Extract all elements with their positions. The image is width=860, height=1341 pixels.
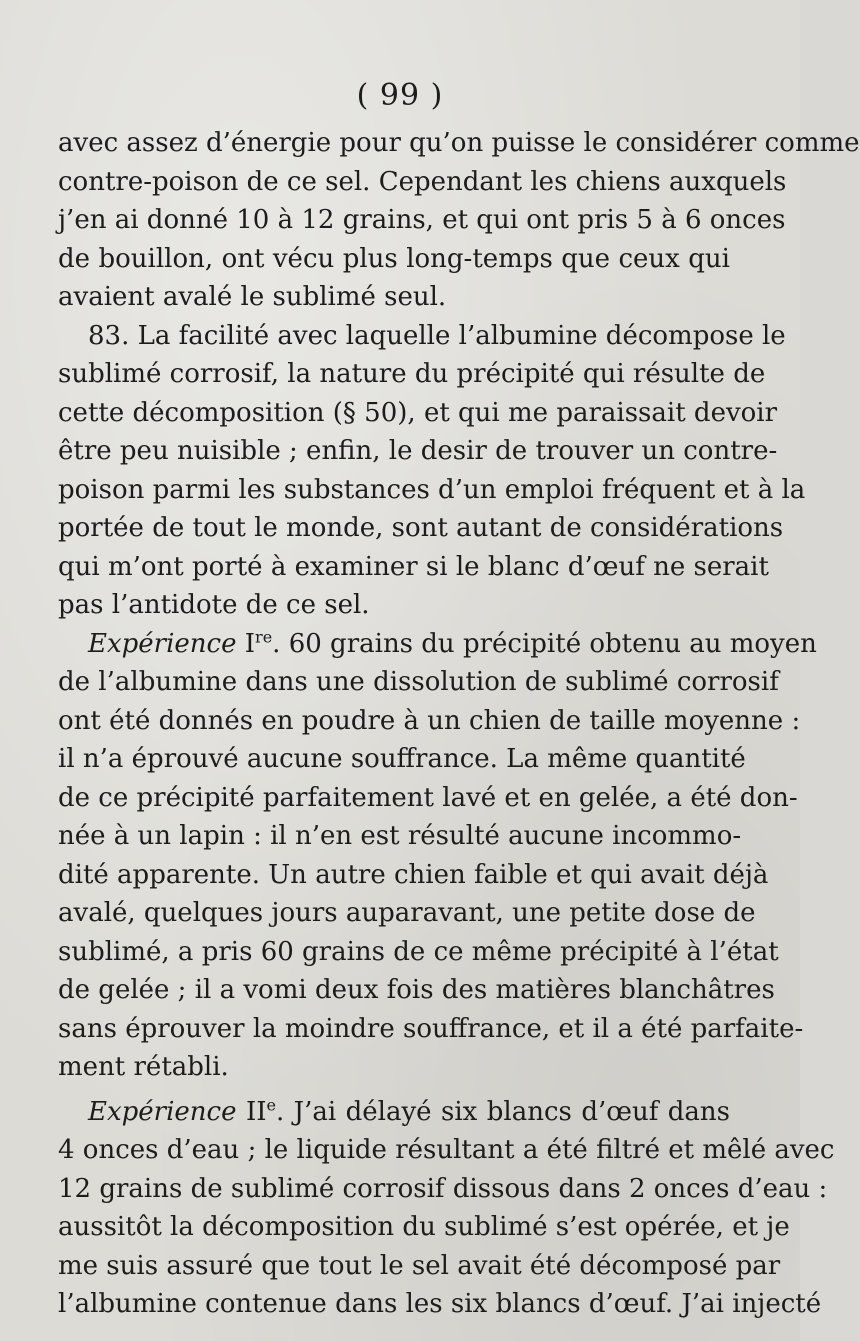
text-line: avec assez d’énergie pour qu’on puisse le considérer comme	[58, 128, 860, 158]
text-line: qui m’ont porté à examiner si le blanc d’œuf ne serait	[58, 551, 769, 582]
text-line: cette décomposition (§ 50), et qui me paraissait devoir	[58, 397, 778, 428]
text-line: être peu nuisible ; enfin, le desir de trouver un contre-	[58, 436, 778, 466]
text-line: de gelée ; il a vomi deux fois des matières blanchâtres	[58, 975, 775, 1005]
text-line: de ce précipité parfaitement lavé et en gelée, a été don-	[58, 782, 798, 813]
page-number: ( 99 )	[356, 78, 444, 113]
text-line: de bouillon, ont vécu plus long-temps que ceux qui	[58, 243, 730, 274]
experience-number-suffix: e	[266, 1094, 276, 1114]
text-line: aussitôt la décomposition du sublimé s’est opérée, et je	[58, 1212, 790, 1242]
text-line	[58, 625, 817, 664]
experience-label: Expérience	[88, 628, 237, 659]
text-line: l’albumine contenue dans les six blancs d’œuf. J’ai injecté	[58, 1289, 822, 1319]
text-line: portée de tout le monde, sont autant de considérations	[58, 513, 784, 543]
text-line: poison parmi les substances d’un emploi fréquent et à la	[58, 474, 806, 505]
experience-first-line: . J’ai délayé six blancs d’œuf dans	[275, 1096, 730, 1127]
body-text	[58, 124, 860, 1324]
text-line: pas l’antidote de ce sel.	[58, 590, 370, 620]
experience-first-line: . 60 grains du précipité obtenu au moyen	[272, 628, 817, 659]
paragraph-experience-2	[58, 1093, 835, 1324]
text-line: avaient avalé le sublimé seul.	[58, 282, 447, 312]
text-line: il n’a éprouvé aucune souffrance. La même quantité	[58, 744, 746, 774]
text-line: j’en ai donné 10 à 12 grains, et qui ont pris 5 à 6 onces	[58, 205, 786, 235]
text-line	[58, 1093, 730, 1132]
text-line: ont été donnés en poudre à un chien de taille moyenne :	[58, 705, 801, 736]
text-line: me suis assuré que tout le sel avait été décomposé par	[58, 1250, 781, 1281]
text-line: sublimé corrosif, la nature du précipité qui résulte de	[58, 359, 766, 389]
paragraph-continuation	[58, 124, 860, 317]
text-line: née à un lapin : il n’en est résulté aucune incommo-	[58, 821, 742, 851]
text-line: de l’albumine dans une dissolution de sublimé corrosif	[58, 667, 779, 697]
experience-number-suffix: re	[255, 626, 273, 646]
text-line: sublimé, a pris 60 grains de ce même précipité à l’état	[58, 936, 779, 967]
experience-number: I	[244, 628, 256, 659]
text-line: ment rétabli.	[58, 1052, 229, 1082]
text-line: 12 grains de sublimé corrosif dissous dans 2 onces d’eau :	[58, 1173, 828, 1204]
text-line: 4 onces d’eau ; le liquide résultant a été filtré et mêlé avec	[58, 1135, 835, 1165]
text-line: dité apparente. Un autre chien faible et qui avait déjà	[58, 859, 769, 890]
text-line: 83. La facilité avec laquelle l’albumine décompose le	[88, 320, 786, 351]
paragraph-experience-1	[58, 625, 817, 1087]
text-line: contre-poison de ce sel. Cependant les chiens auxquels	[58, 166, 787, 197]
experience-number: II	[245, 1096, 267, 1127]
text-line: avalé, quelques jours auparavant, une petite dose de	[58, 898, 756, 928]
experience-label: Expérience	[88, 1096, 237, 1127]
paragraph-section-83	[58, 317, 806, 625]
text-line: sans éprouver la moindre souffrance, et il a été parfaite-	[58, 1013, 804, 1044]
